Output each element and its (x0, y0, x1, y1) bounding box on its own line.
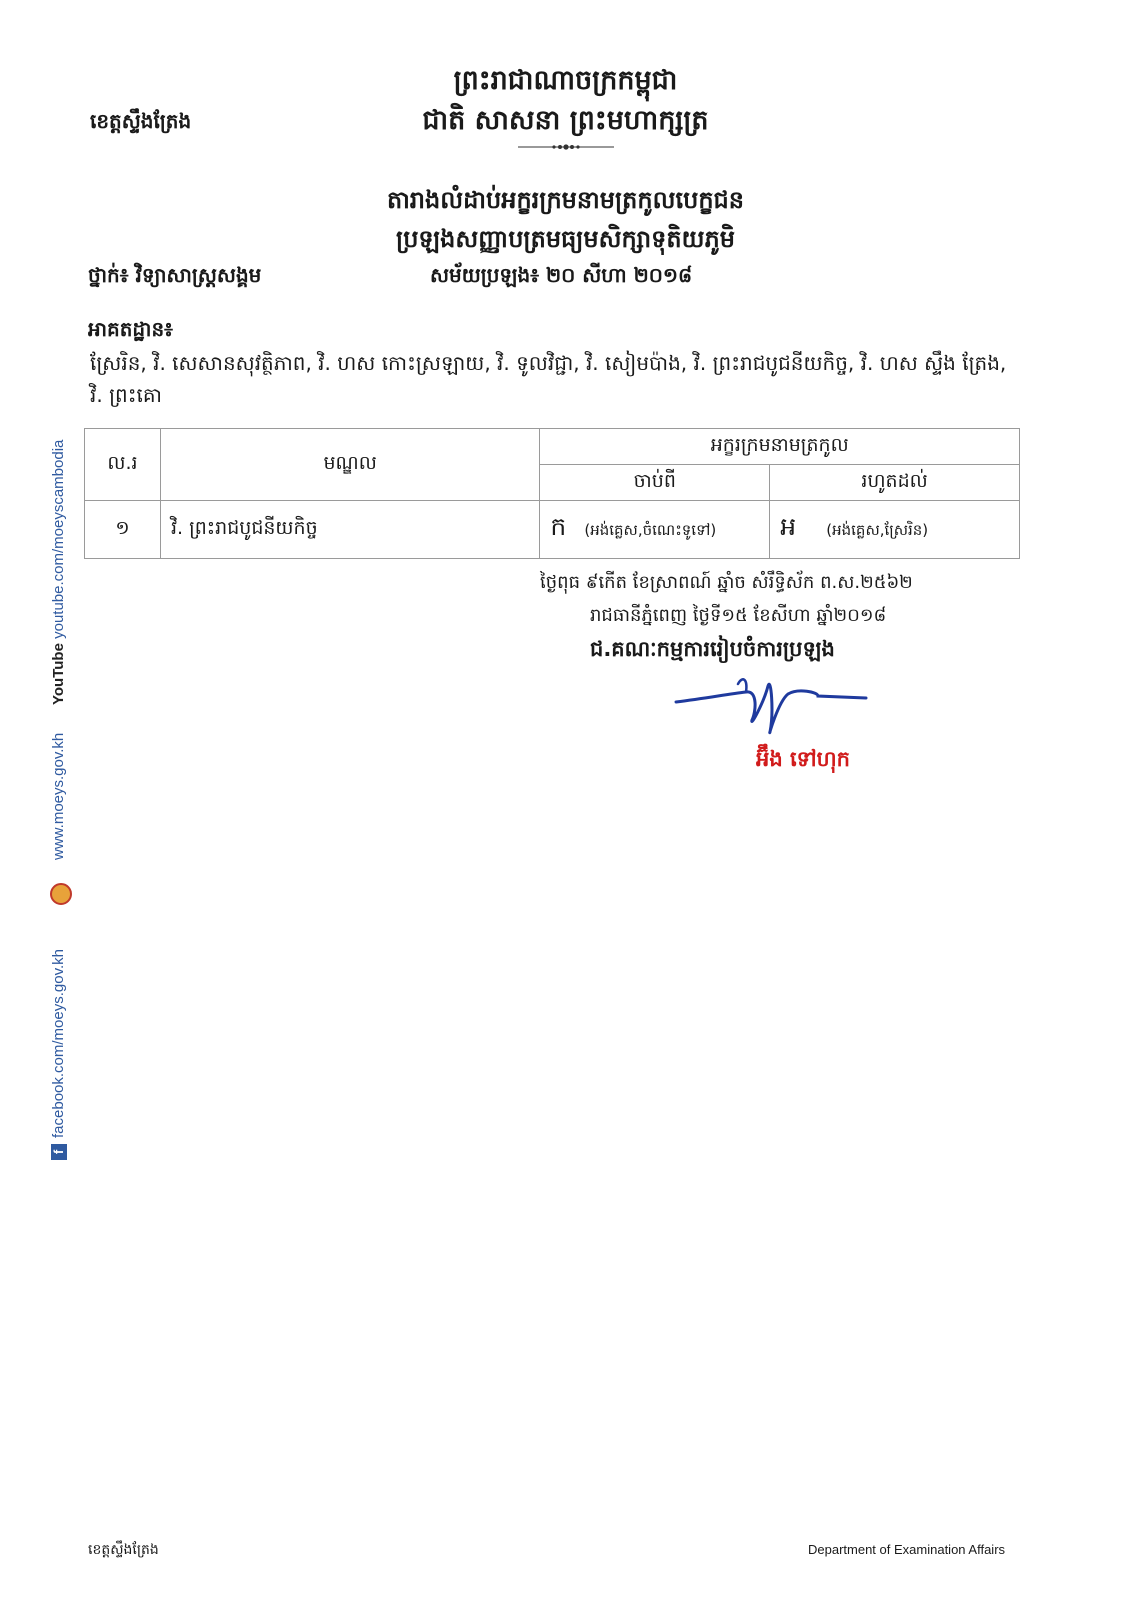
table-row (85, 501, 1020, 559)
alphabet-range-table (84, 428, 1020, 559)
schools-heading: អាគតដ្ឋាន៖ (88, 317, 173, 341)
social-sidebar (38, 405, 78, 1175)
signature-image (668, 672, 868, 742)
to-letter: អ (780, 511, 797, 541)
solar-date: រាជធានីភ្នំពេញ ថ្ងៃទី១៥ ខែសីហា ឆ្នាំ២០១៨ (590, 605, 887, 626)
facebook-link[interactable] (50, 949, 67, 1160)
header-from: ចាប់ពី (540, 465, 770, 501)
facebook-icon: f (51, 1144, 67, 1160)
kingdom-title: ព្រះរាជាណាចក្រកម្ពុជា (453, 65, 678, 96)
ornament-divider (518, 142, 614, 152)
footer-province: ខេត្តស្ទឹងត្រែង (88, 1542, 159, 1558)
footer-department: Department of Examination Affairs (808, 1542, 1006, 1557)
crest-icon (50, 883, 76, 905)
document-title-line-1: តារាងលំដាប់អក្ខរក្រមនាមត្រកូលបេក្ខជន (386, 186, 745, 214)
to-note: (អង់គ្លេស,ស្រែរិន) (826, 520, 929, 539)
document-title-line-2: ប្រឡងសញ្ញាបត្រមធ្យមសិក្សាទុតិយភូមិ (396, 225, 735, 253)
class-label: ថ្នាក់៖ វិទ្យាសាស្ត្រសង្គម (88, 263, 262, 287)
facebook-text: facebook.com/moeys.gov.kh (50, 949, 67, 1138)
table-header-row (85, 429, 1020, 465)
youtube-logo-icon: YouTube (50, 643, 67, 705)
signer-name: អ៊ឹង ទៅហុក (756, 747, 850, 771)
province-label: ខេត្តស្ទឹងត្រែង (90, 109, 192, 133)
youtube-text: youtube.com/moeyscambodia (50, 439, 67, 639)
header-to: រហូតដល់ (770, 465, 1020, 501)
schools-list: ស្រែរិន, វិ. សេសានសុវត្ថិភាព, វិ. ហស កោះស្រឡាយ, វិ. ទូលវិជ្ជា, វិ. សៀមប៉ាង, វិ. ព្រះរាជបូជនីយកិច្ច, វិ. ហស ស្ទឹង ត្រែង, វិ. ព្រះគោ (90, 351, 1007, 407)
row-to (770, 501, 1020, 559)
national-motto: ជាតិ សាសនា ព្រះមហាក្សត្រ (422, 105, 709, 136)
header-number: ល.រ (85, 429, 161, 501)
row-center: វិ. ព្រះរាជបូជនីយកិច្ច (160, 501, 539, 559)
website-link[interactable]: www.moeys.gov.kh (50, 732, 67, 860)
from-letter: ក (550, 511, 567, 541)
exam-session-label: សម័យប្រឡង៖ ២០ សីហា ២០១៨ (430, 263, 693, 287)
header-center: មណ្ឌល (160, 429, 539, 501)
row-from (540, 501, 770, 559)
row-number: ១ (85, 501, 161, 559)
youtube-link[interactable] (50, 440, 67, 705)
lunar-date: ថ្ងៃពុធ ៩កើត ខែស្រាពណ៍ ឆ្នាំច សំរឹទ្ធិស័ក ព.ស.២៥៦២ (540, 572, 913, 593)
from-note: (អង់គ្លេស,ចំណេះទូទៅ) (584, 520, 717, 539)
committee-title: ជ.គណៈកម្មការរៀបចំការប្រឡង (590, 637, 835, 661)
header-alphabet: អក្ខរក្រមនាមត្រកូល (540, 429, 1020, 465)
